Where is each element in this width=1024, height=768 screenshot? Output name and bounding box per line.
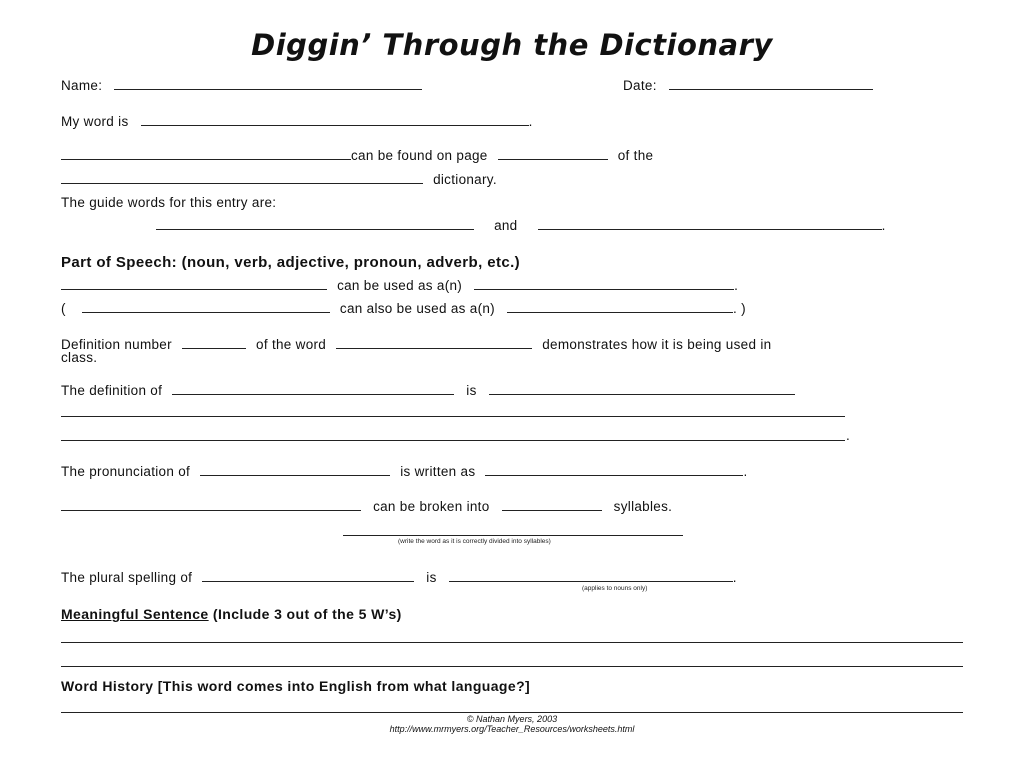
- syllables-label: syllables.: [613, 499, 673, 514]
- of-the-word-label: of the word: [256, 337, 327, 352]
- sentence-blank-2[interactable]: [61, 666, 963, 667]
- period: .: [881, 218, 886, 233]
- syllable-note: (write the word as it is correctly divided into syllables): [398, 538, 551, 545]
- definition-blank-3[interactable]: [61, 440, 845, 441]
- period: .: [734, 278, 739, 293]
- page-number-blank[interactable]: [498, 148, 608, 160]
- period: .: [528, 114, 533, 129]
- also-used-row: [61, 301, 746, 316]
- name-row: [61, 78, 422, 93]
- alt-word-blank[interactable]: [82, 301, 330, 313]
- sentence-blank-1[interactable]: [61, 642, 963, 643]
- syllable-word-blank[interactable]: [61, 499, 361, 511]
- class-label: class.: [61, 350, 98, 365]
- name-blank[interactable]: [114, 78, 422, 90]
- word-history-blank[interactable]: [61, 712, 963, 713]
- date-row: [623, 78, 873, 93]
- my-word-blank[interactable]: [141, 114, 529, 126]
- is-label: is: [426, 570, 437, 585]
- pos-word-blank[interactable]: [61, 278, 327, 290]
- part-of-speech-heading: Part of Speech: (noun, verb, adjective, pronoun, adverb, etc.): [61, 254, 521, 271]
- meaningful-sentence-note: (Include 3 out of the 5 W’s): [212, 606, 402, 622]
- meaningful-sentence-label: Meaningful Sentence: [61, 606, 209, 622]
- plural-row: [61, 570, 737, 585]
- guide-words-row: [156, 218, 886, 233]
- definition-of-label: The definition of: [61, 383, 163, 398]
- pronunciation-blank[interactable]: [485, 464, 743, 476]
- definition-word-blank[interactable]: [336, 337, 532, 349]
- demonstrates-label: demonstrates how it is being used in: [542, 337, 772, 352]
- name-label: Name:: [61, 78, 103, 93]
- used-as-row: [61, 278, 738, 293]
- dictionary-name-blank[interactable]: [61, 172, 423, 184]
- date-blank[interactable]: [669, 78, 873, 90]
- is-written-as-label: is written as: [400, 464, 476, 479]
- is-label: is: [466, 383, 477, 398]
- plural-note: (applies to nouns only): [582, 585, 648, 592]
- my-word-label: My word is: [61, 114, 129, 129]
- footer-copyright: © Nathan Myers, 2003: [466, 714, 558, 724]
- can-be-broken-label: can be broken into: [373, 499, 490, 514]
- open-paren: (: [61, 301, 66, 316]
- period: .: [732, 570, 737, 585]
- pos-blank[interactable]: [474, 278, 734, 290]
- period: .: [846, 428, 851, 443]
- footer-url: http://www.mrmyers.org/Teacher_Resources/worksheets.html: [389, 724, 635, 734]
- dictionary-row: [61, 172, 497, 187]
- meaningful-sentence-heading: [61, 606, 402, 622]
- definition-blank-2[interactable]: [61, 416, 845, 417]
- period: .: [743, 464, 748, 479]
- date-label: Date:: [623, 78, 657, 93]
- found-on-page-label: can be found on page: [351, 148, 488, 163]
- syllable-count-blank[interactable]: [502, 499, 602, 511]
- syllables-row: [61, 499, 672, 514]
- plural-blank[interactable]: [449, 570, 733, 582]
- guide-word-2-blank[interactable]: [538, 218, 882, 230]
- syllable-division-blank[interactable]: [343, 535, 683, 536]
- guide-words-label: The guide words for this entry are:: [61, 195, 277, 210]
- guide-word-1-blank[interactable]: [156, 218, 474, 230]
- can-be-used-label: can be used as a(n): [337, 278, 463, 293]
- alt-pos-blank[interactable]: [507, 301, 733, 313]
- dictionary-label: dictionary.: [433, 172, 497, 187]
- pronunciation-word-blank[interactable]: [200, 464, 390, 476]
- definition-of-row: [61, 383, 795, 398]
- word-history-heading: Word History [This word comes into English from what language?]: [61, 678, 531, 694]
- of-the-label: of the: [617, 148, 654, 163]
- page-title: Diggin’ Through the Dictionary: [251, 28, 773, 62]
- my-word-row: [61, 114, 533, 129]
- definition-blank-1[interactable]: [489, 383, 795, 395]
- found-page-row: [61, 148, 653, 163]
- word-blank[interactable]: [61, 148, 351, 160]
- definition-number-row: [61, 337, 771, 352]
- definition-number-label: Definition number: [61, 337, 172, 352]
- pronunciation-of-label: The pronunciation of: [61, 464, 191, 479]
- pronunciation-row: [61, 464, 748, 479]
- can-also-be-used-label: can also be used as a(n): [339, 301, 495, 316]
- plural-spelling-label: The plural spelling of: [61, 570, 193, 585]
- definition-of-word-blank[interactable]: [172, 383, 454, 395]
- definition-number-blank[interactable]: [182, 337, 246, 349]
- close-paren: . ): [733, 301, 746, 316]
- and-label: and: [494, 218, 518, 233]
- plural-word-blank[interactable]: [202, 570, 414, 582]
